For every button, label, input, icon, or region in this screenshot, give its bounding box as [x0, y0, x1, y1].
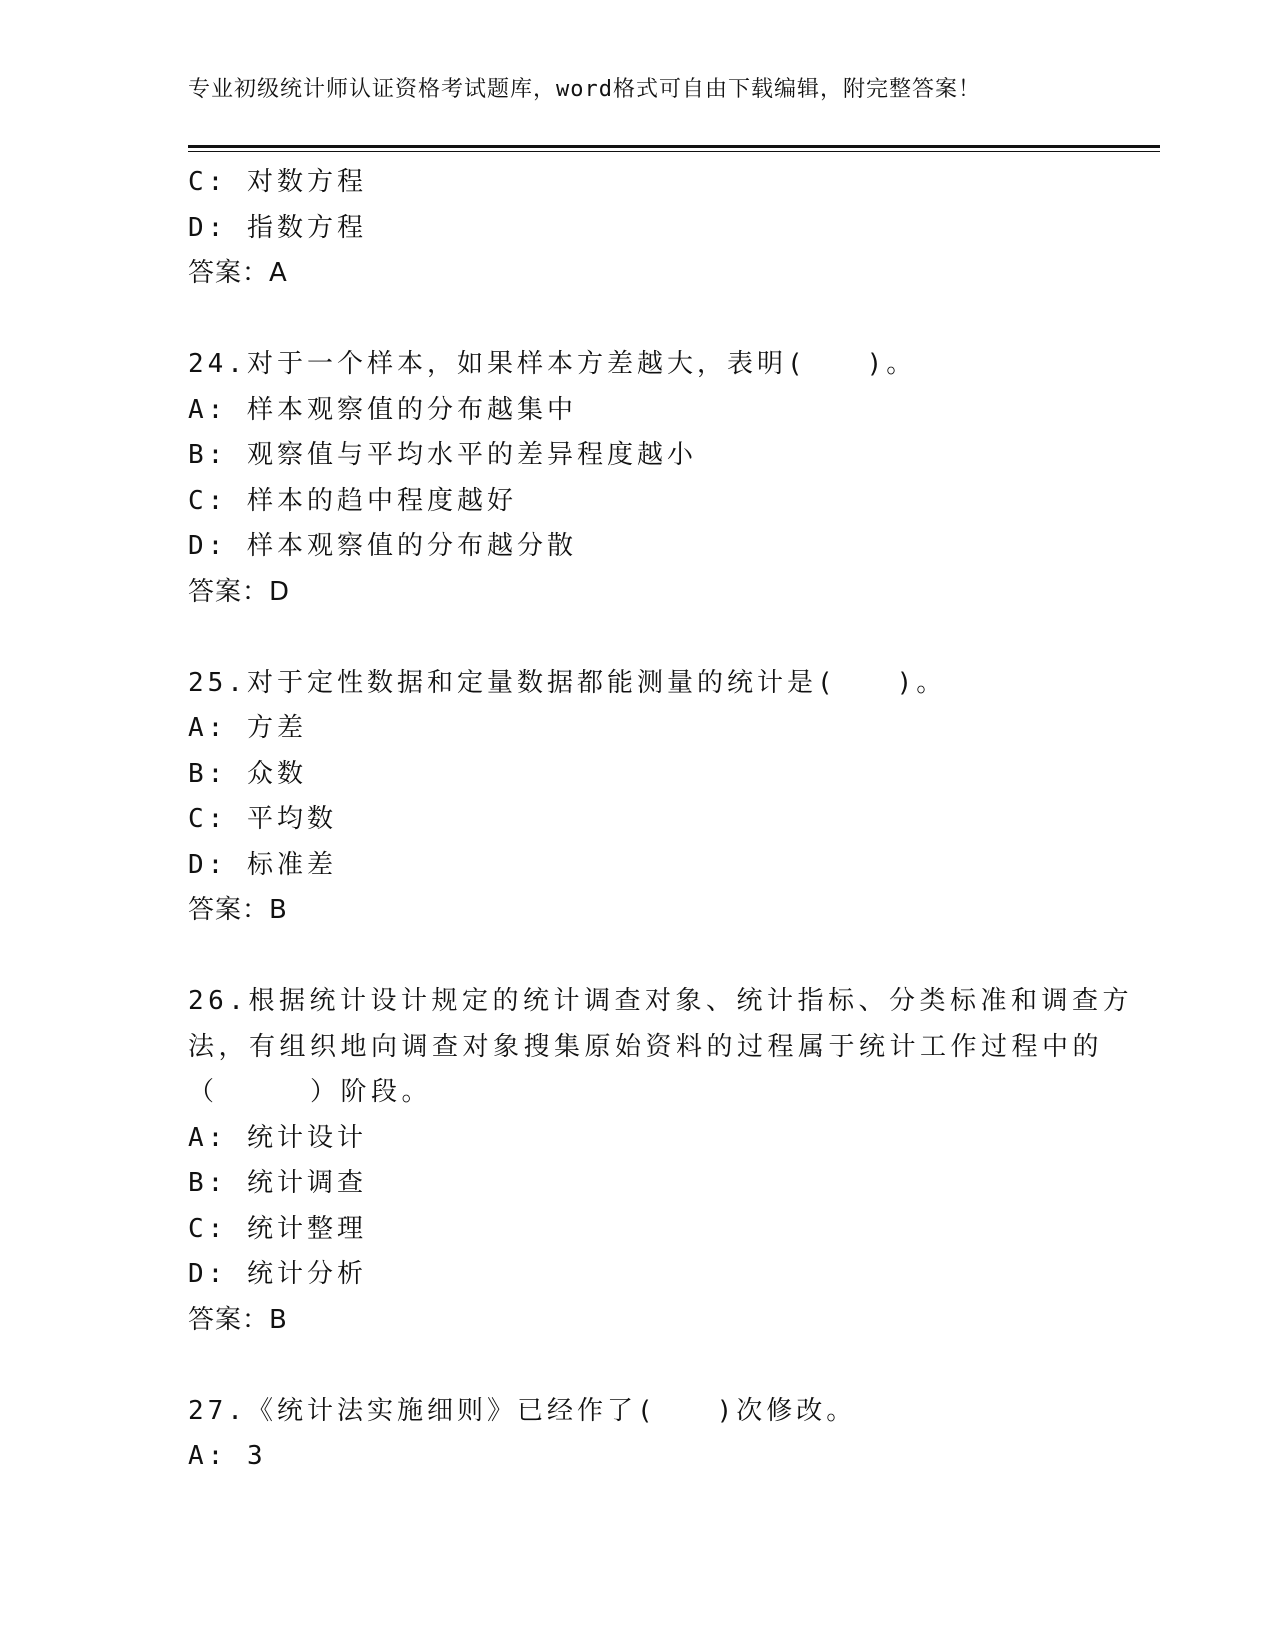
question-stem-line: （ ）阶段。: [188, 1077, 433, 1107]
question-stem-line: 26.根据统计设计规定的统计调查对象、统计指标、分类标准和调查方: [188, 986, 1133, 1016]
spacer: [188, 615, 1148, 661]
option-a: A: 3: [188, 1441, 267, 1471]
spacer: [188, 297, 1148, 343]
spacer: [188, 1343, 1148, 1389]
page-header: 专业初级统计师认证资格考试题库，word格式可自由下载编辑，附完整答案！: [188, 77, 981, 102]
option-a: A: 方差: [188, 713, 307, 743]
option-d: D: 指数方程: [188, 212, 367, 243]
option-c: C: 统计整理: [188, 1213, 367, 1244]
question-24: [188, 342, 1148, 615]
option-d: D: 标准差: [188, 849, 337, 880]
question-27: [188, 1389, 1148, 1480]
question-25: [188, 661, 1148, 934]
option-d: D: 样本观察值的分布越分散: [188, 531, 577, 561]
option-c: C: 样本的趋中程度越好: [188, 485, 517, 516]
option-b: B: 众数: [188, 758, 307, 789]
option-a: A: 样本观察值的分布越集中: [188, 394, 577, 425]
question-stem: 24.对于一个样本，如果样本方差越大，表明( )。: [188, 349, 917, 379]
prev-question: [188, 160, 1148, 297]
option-c: C: 对数方程: [188, 167, 367, 197]
header-rule-thin: [188, 151, 1160, 152]
question-26: [188, 979, 1148, 1343]
spacer: [188, 934, 1148, 980]
header-rule-thick: [188, 145, 1160, 148]
question-stem-line: 法，有组织地向调查对象搜集原始资料的过程属于统计工作过程中的: [188, 1031, 1104, 1062]
option-b: B: 观察值与平均水平的差异程度越小: [188, 440, 697, 470]
question-content: [188, 160, 1148, 1480]
answer-line: 答案：A: [188, 258, 288, 288]
question-stem: 25.对于定性数据和定量数据都能测量的统计是( )。: [188, 667, 947, 698]
answer-line: 答案：D: [188, 576, 291, 607]
option-a: A: 统计设计: [188, 1122, 367, 1153]
option-b: B: 统计调查: [188, 1168, 367, 1198]
question-stem: [188, 979, 1148, 1116]
question-stem: 27.《统计法实施细则》已经作了( )次修改。: [188, 1395, 857, 1426]
option-c: C: 平均数: [188, 804, 337, 834]
option-d: D: 统计分析: [188, 1259, 367, 1289]
answer-line: 答案：B: [188, 1304, 288, 1335]
answer-line: 答案：B: [188, 895, 288, 925]
